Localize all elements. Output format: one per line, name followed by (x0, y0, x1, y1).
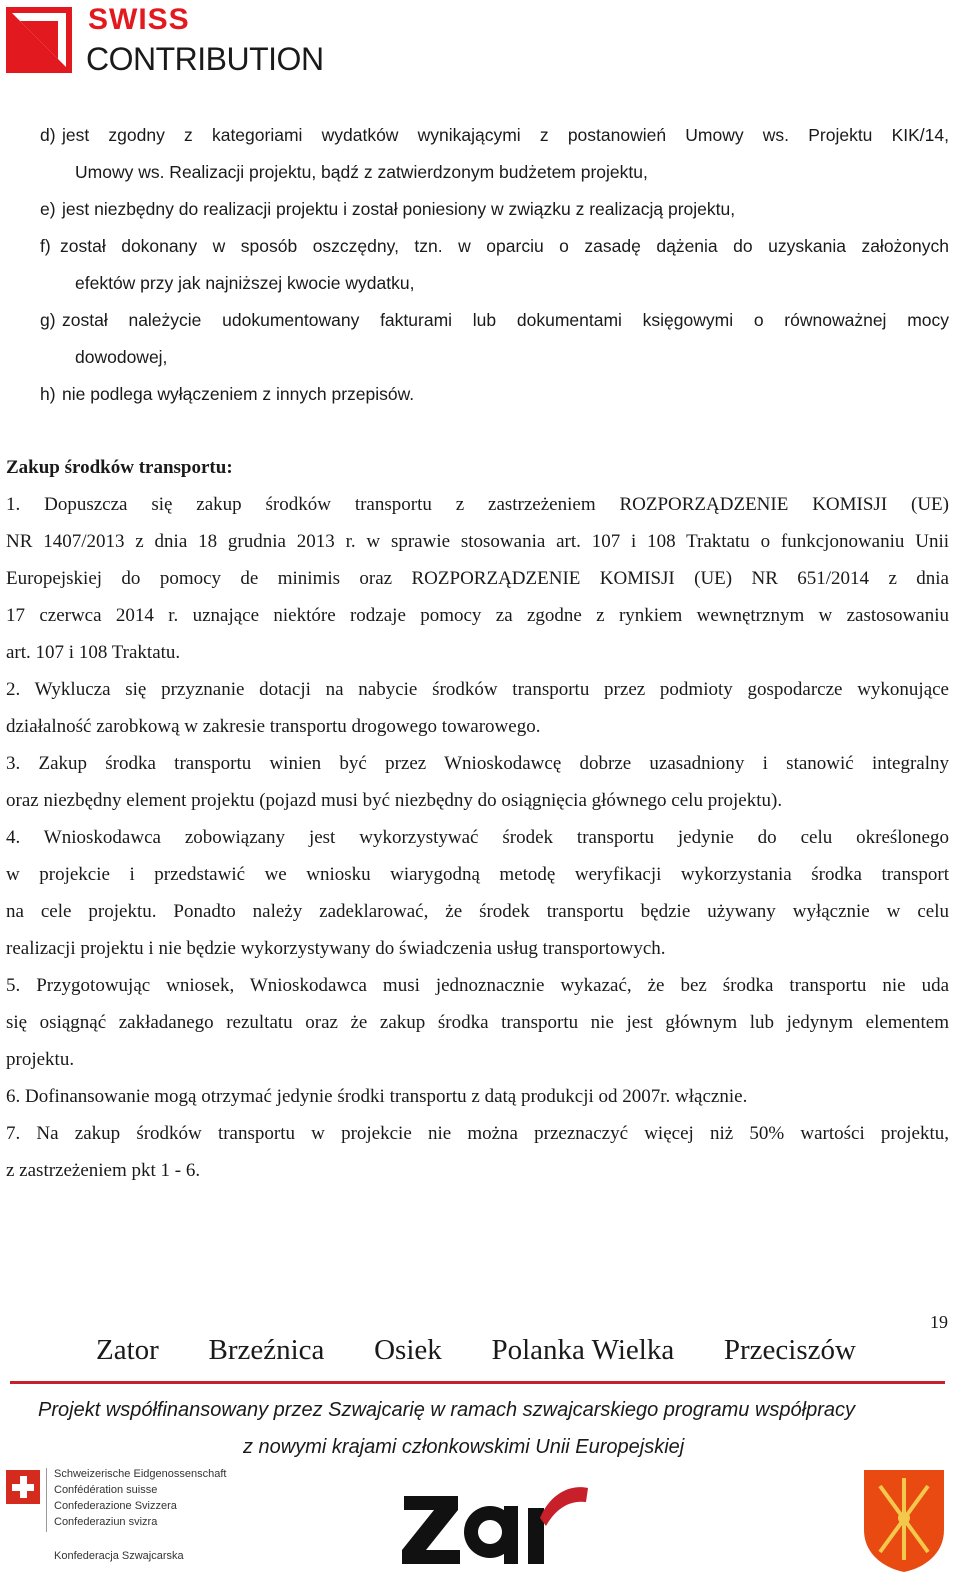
divider (46, 1468, 47, 1532)
confederation-name-de: Schweizerische Eidgenossenschaft (54, 1468, 227, 1480)
paragraph-line: 3. Zakup środka transportu winien być przez Wnioskodawcę dobrze uzasadniony i stanowić integralny (6, 753, 949, 774)
list-label: d) (40, 125, 56, 145)
cofinance-line-2: z nowymi krajami członkowskimi Unii Europejskiej (243, 1436, 685, 1458)
swiss-contribution-mark-icon (6, 7, 72, 73)
municipality-name: Zator (96, 1334, 159, 1366)
paragraph-line: art. 107 i 108 Traktatu. (6, 642, 181, 663)
zar-logo (400, 1474, 590, 1570)
paragraph-line: 17 czerwca 2014 r. uznające niektóre rodzaje pomocy za zgodne z rynkiem wewnętrznym w zastosowaniu (6, 605, 949, 626)
confederation-name-fr: Confédération suisse (54, 1484, 158, 1496)
page-number: 19 (930, 1312, 948, 1332)
brand-line-2: CONTRIBUTION (86, 41, 324, 77)
list-label: h) (40, 384, 56, 404)
paragraph-line: oraz niezbędny element projektu (pojazd musi być niezbędny do osiągnięcia głównego celu projektu). (6, 790, 783, 811)
paragraph-line: działalność zarobkową w zakresie transportu drogowego towarowego. (6, 716, 541, 737)
paragraph-line: się osiągnąć zakładanego rezultatu oraz że zakup środka transportu nie jest głównym lub jedynym elementem (6, 1012, 949, 1033)
municipality-name: Przeciszów (723, 1334, 856, 1366)
paragraph-line: realizacji projektu i nie będzie wykorzystywany do świadczenia usług transportowych. (6, 938, 666, 959)
confederation-name-rm: Confederaziun svizra (54, 1516, 158, 1528)
section-heading: Zakup środków transportu: (6, 457, 233, 478)
paragraph-line: 6. Dofinansowanie mogą otrzymać jedynie środki transportu z datą produkcji od 2007r. włącznie. (6, 1086, 748, 1107)
list-item-f (40, 235, 949, 257)
municipality-name: Brzeźnica (208, 1334, 325, 1366)
cofinance-line-1: Projekt współfinansowany przez Szwajcarię w ramach szwajcarskiego programu współpracy (38, 1399, 855, 1421)
confederation-name-pl: Konfederacja Szwajcarska (54, 1550, 184, 1562)
paragraph-line: NR 1407/2013 z dnia 18 grudnia 2013 r. w sprawie stosowania art. 107 i 108 Traktatu o funkcjonowaniu Unii (6, 531, 949, 552)
paragraph-line: 2. Wyklucza się przyznanie dotacji na nabycie środków transportu przez podmioty gospodarcze wykonujące (6, 679, 949, 700)
list-item-text: jest niezbędny do realizacji projektu i został poniesiony w związku z realizacją projektu, (62, 199, 736, 219)
list-label: e) (40, 199, 56, 219)
paragraph-line: 1. Dopuszcza się zakup środków transportu z zastrzeżeniem ROZPORZĄDZENIE KOMISJI (UE) (6, 494, 949, 515)
footer-divider (10, 1381, 945, 1384)
paragraph-line: na cele projektu. Ponadto należy zadeklarować, że środek transportu będzie używany wyłącznie w celu (6, 901, 949, 922)
list-item-h (40, 383, 414, 405)
list-item-f-cont: efektów przy jak najniższej kwocie wydatku, (75, 273, 415, 293)
coat-of-arms-icon (862, 1468, 946, 1574)
swiss-confederation-logo (6, 1468, 256, 1568)
list-item-text: jest zgodny z kategoriami wydatków wynikającymi z postanowień Umowy ws. Projektu KIK/14, (62, 125, 949, 145)
paragraph-line: projektu. (6, 1049, 75, 1070)
municipalities-row (96, 1334, 856, 1367)
list-label: f) (40, 236, 51, 256)
list-item-text: został dokonany w sposób oszczędny, tzn. w oparciu o zasadę dążenia do uzyskania założonych (60, 236, 949, 256)
confederation-name-it: Confederazione Svizzera (54, 1500, 177, 1512)
list-item-text: nie podlega wyłączeniem z innych przepisów. (62, 384, 415, 404)
brand-line-1: SWISS (88, 3, 190, 36)
paragraph-line: 4. Wnioskodawca zobowiązany jest wykorzystywać środek transportu jedynie do celu określonego (6, 827, 949, 848)
list-label: g) (40, 310, 56, 330)
paragraph-line: 5. Przygotowując wniosek, Wnioskodawca musi jednoznacznie wykazać, że bez środka transportu nie uda (6, 975, 949, 996)
paragraph-line: w projekcie i przedstawić we wniosku wiarygodną metodę weryfikacji wykorzystania środka transport (6, 864, 949, 885)
list-item-d (40, 124, 949, 146)
paragraph-line: z zastrzeżeniem pkt 1 - 6. (6, 1160, 201, 1181)
municipality-name: Polanka Wielka (491, 1334, 675, 1366)
list-item-text: został należycie udokumentowany fakturami lub dokumentami księgowymi o równoważnej mocy (62, 310, 949, 330)
swiss-flag-icon (6, 1470, 40, 1504)
list-item-e (40, 198, 735, 220)
paragraph-line: 7. Na zakup środków transportu w projekcie nie można przeznaczyć więcej niż 50% wartości projektu, (6, 1123, 949, 1144)
paragraph-line: Europejskiej do pomocy de minimis oraz ROZPORZĄDZENIE KOMISJI (UE) NR 651/2014 z dnia (6, 568, 949, 589)
list-item-g (40, 309, 949, 331)
swiss-contribution-logo (6, 5, 336, 75)
list-item-g-cont: dowodowej, (75, 347, 168, 367)
list-item-d-cont: Umowy ws. Realizacji projektu, bądź z zatwierdzonym budżetem projektu, (75, 162, 648, 182)
municipality-name: Osiek (374, 1334, 442, 1366)
